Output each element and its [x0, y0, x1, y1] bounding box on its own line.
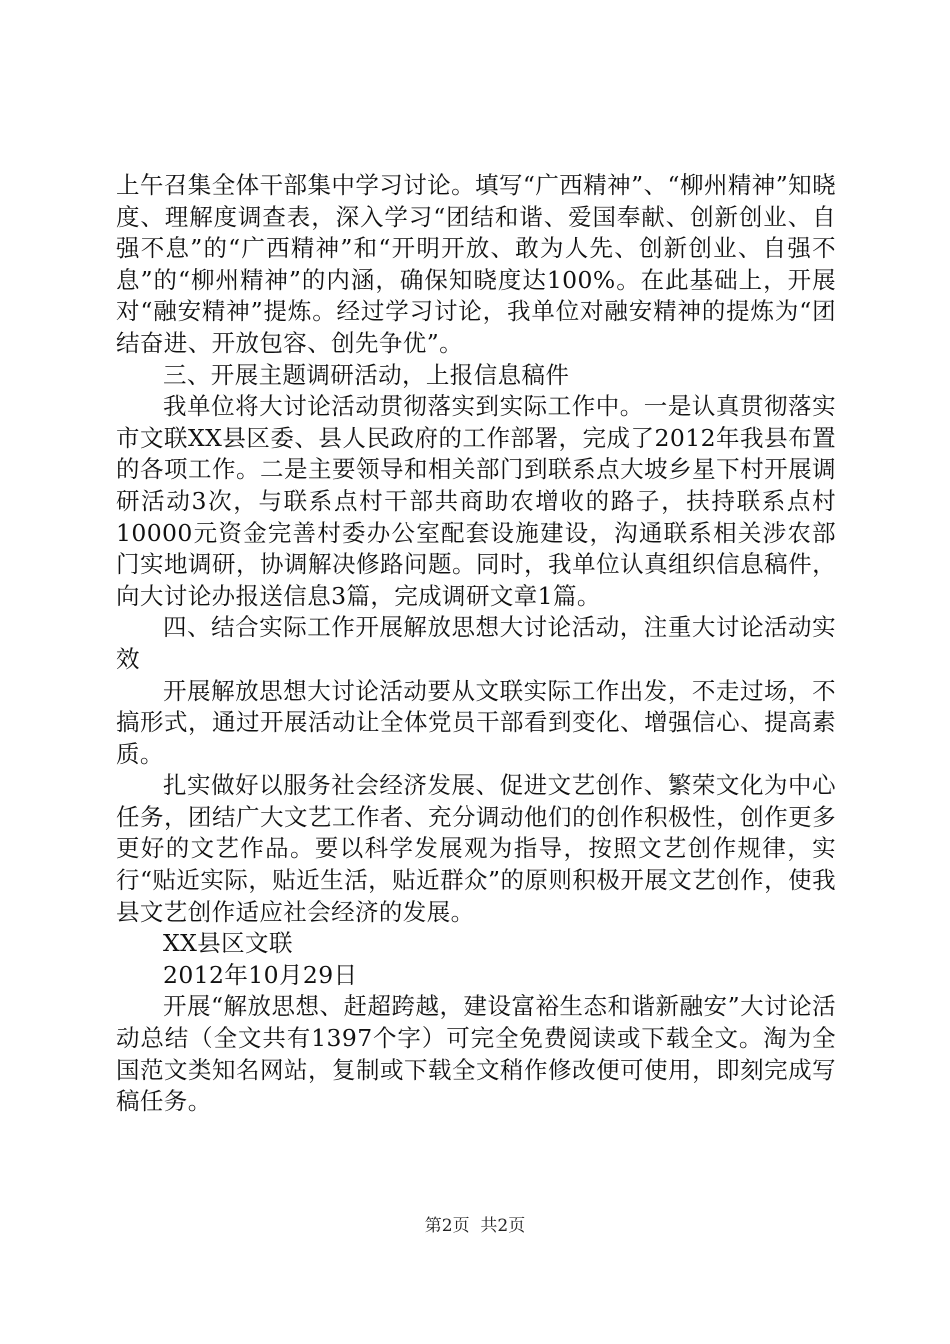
paragraph-9: 开展“解放思想、赶超跨越，建设富裕生态和谐新融安”大讨论活动总结（全文共有1397个字）可完全免费阅读或下载全文。淘为全国范文类知名网站，复制或下载全文稍作修改便可使用，即刻完成写稿任务。 — [116, 992, 836, 1116]
paragraph-6: 扎实做好以服务社会经济发展、促进文艺创作、繁荣文化为中心任务，团结广大文艺工作者、充分调动他们的创作积极性，创作更多更好的文艺作品。要以科学发展观为指导，按照文艺创作规律，实行“贴近实际，贴近生活，贴近群众”的原则积极开展文艺创作，使我县文艺创作适应社会经济的发展。 — [116, 771, 836, 926]
document-body — [116, 170, 836, 1118]
paragraph-1: 上午召集全体干部集中学习讨论。填写“广西精神”、“柳州精神”知晓度、理解度调查表，深入学习“团结和谐、爱国奉献、创新创业、自强不息”的“广西精神”和“开明开放、敢为人先、创新创业、自强不息”的“柳州精神”的内涵，确保知晓度达100%。在此基础上，开展对“融安精神”提炼。经过学习讨论，我单位对融安精神的提炼为“团结奋进、开放包容、创先争优”。 — [116, 171, 836, 357]
section-heading-3: 三、开展主题调研活动，上报信息稿件 — [163, 360, 570, 389]
signature-date: 2012年10月29日 — [163, 960, 358, 989]
paragraph-5: 开展解放思想大讨论活动要从文联实际工作出发，不走过场，不搞形式，通过开展活动让全体党员干部看到变化、增强信心、提高素质。 — [116, 676, 836, 768]
page-footer: 第2页 共2页 — [424, 1216, 526, 1236]
signature-organization: XX县区文联 — [163, 929, 293, 958]
paragraph-3: 我单位将大讨论活动贯彻落实到实际工作中。一是认真贯彻落实市文联XX县区委、县人民政府的工作部署，完成了2012年我县布置的各项工作。二是主要领导和相关部门到联系点大坡乡星下村开展调研活动3次，与联系点村干部共商助农增收的路子，扶持联系点村10000元资金完善村委办公室配套设施建设，沟通联系相关涉农部门实地调研，协调解决修路问题。同时，我单位认真组织信息稿件，向大讨论办报送信息3篇，完成调研文章1篇。 — [116, 392, 836, 610]
section-heading-4: 四、结合实际工作开展解放思想大讨论活动，注重大讨论活动实效 — [116, 613, 836, 673]
